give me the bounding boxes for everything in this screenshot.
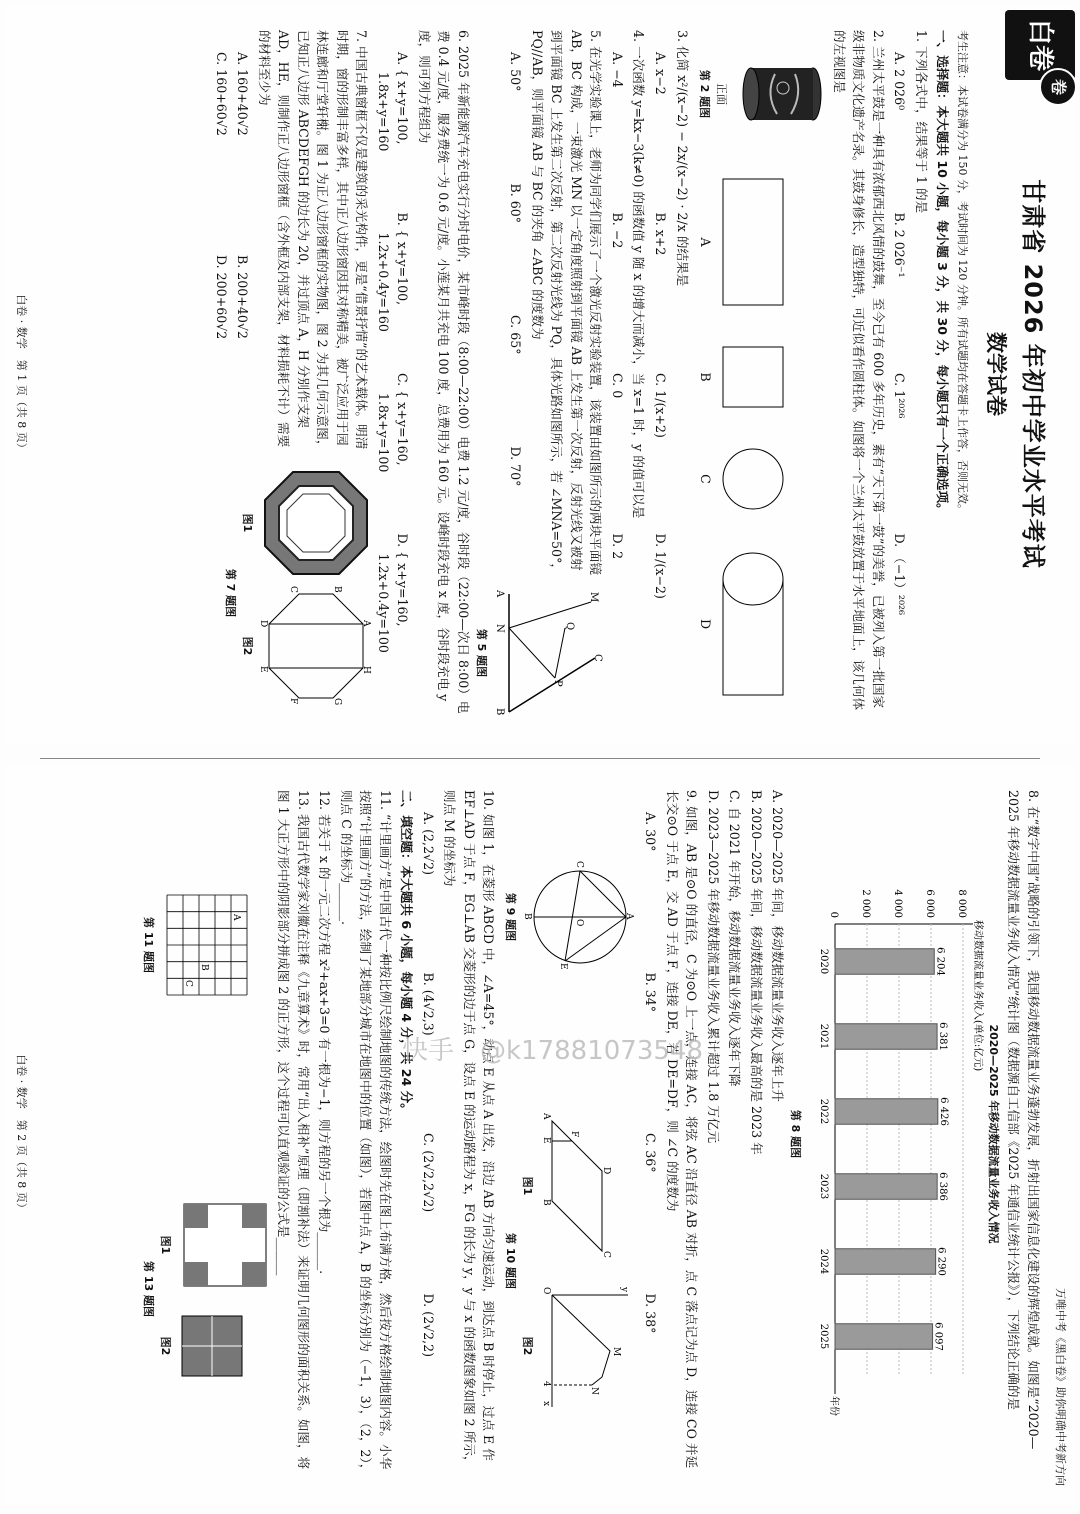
exam-page-2 <box>5 764 1075 1504</box>
option: C. 1²⁰²⁶ <box>892 373 908 419</box>
svg-text:Q: Q <box>564 622 576 631</box>
page-1-footer: 白卷 · 数学 第 1 页（共 8 页） <box>15 294 29 454</box>
svg-text:O: O <box>540 1287 551 1295</box>
brand-logo <box>1005 10 1075 95</box>
question-10-caption: 第 10 题图 <box>504 1233 518 1289</box>
svg-text:G: G <box>332 698 343 706</box>
option: D. 38° <box>643 1293 659 1334</box>
option: D. （−1）²⁰²⁶ <box>892 533 908 616</box>
figure-1-label: 图1 <box>240 513 254 533</box>
bar <box>835 1249 936 1275</box>
question-1-options <box>888 30 910 718</box>
brand-badge: 卷 <box>1039 68 1077 106</box>
question-10-figures <box>502 1111 632 1411</box>
question-3: 3. 化简 x²/(x−2) − 2x/(x−2) · 2/x 的结果是 <box>674 30 690 287</box>
option: D. 1/(x−2) <box>653 533 668 599</box>
option: B. 34° <box>643 972 659 1013</box>
svg-text:B: B <box>199 964 210 971</box>
svg-text:B: B <box>494 708 506 716</box>
octagon-window-photo <box>261 468 371 578</box>
y-tick-label: 6 000 <box>923 889 935 918</box>
option: D. 70° <box>508 446 524 487</box>
x-tick-label: 2023 <box>817 1173 829 1200</box>
bar-value-label: 6 097 <box>932 1322 944 1351</box>
rectangle-wide-shape <box>721 177 785 307</box>
question-4-options <box>605 30 627 718</box>
svg-text:N: N <box>588 1387 599 1395</box>
question-11-figure <box>140 890 253 1000</box>
question-7-block <box>209 30 371 718</box>
question-13: 13. 我国古代数学家刘徽在注释《九章算术》时，常用“出入相补”原理（即割补法）来证明几何图形的面积关系。如图，将图 1 大正方形中的阴影部分拼成图 2 的正方形，这个过程可以直观验证的公式是______ <box>276 790 311 1470</box>
option: C. 65° <box>508 315 524 355</box>
option: C. 160+60√2 <box>213 52 229 136</box>
octagon-diagram <box>258 586 372 706</box>
option: A. 30° <box>643 812 659 852</box>
question-7-caption: 第 7 题图 <box>223 568 237 618</box>
question-8-option-a: A. 2020—2025 年间，移动数据流量业务收入逐年上升 <box>770 790 786 1102</box>
x-tick-label: 2025 <box>817 1323 829 1350</box>
chart-title: 2020—2025 年移动数据流量业务收入情况 <box>986 1024 1000 1244</box>
question-8-option-b: B. 2020—2025 年间，移动数据流量业务收入最高的是 2023 年 <box>748 790 764 1155</box>
svg-text:C: C <box>288 586 299 593</box>
question-5-figure <box>473 588 606 718</box>
bar <box>835 949 934 975</box>
question-5-options <box>504 30 526 578</box>
circle-diagram <box>521 857 635 977</box>
y-tick-label: 2 000 <box>859 889 871 918</box>
svg-text:C: C <box>183 980 194 987</box>
svg-text:C: C <box>573 861 584 868</box>
function-graph <box>542 1281 632 1411</box>
question-11-caption: 第 11 题图 <box>141 917 155 973</box>
composed-square <box>180 1314 244 1378</box>
cylinder-side-shape <box>721 549 785 699</box>
question-3-options <box>648 30 670 718</box>
questions-9-10-figures <box>502 790 635 1478</box>
option: B. 2 026⁻¹ <box>892 212 908 278</box>
circle-shape <box>721 447 785 511</box>
y-axis-label: 移动数据流量业务收入(单位:亿元) <box>971 920 983 1072</box>
option: D. 2 <box>609 533 625 560</box>
option: D. (2√2,2) <box>420 1293 436 1358</box>
view-option-b <box>696 345 785 409</box>
option: B. 60° <box>508 183 524 224</box>
page-title: 甘肃省 2026 年初中学业水平考试 <box>1019 179 1047 569</box>
option: A. −4 <box>609 52 625 88</box>
question-8-option-d: D. 2023—2025 年移动数据流量业务收入累计超过 1.8 万亿元 <box>705 790 721 1144</box>
bar-value-label: 6 381 <box>937 1022 949 1051</box>
page-2-footer: 白卷 · 数学 第 2 页（共 8 页） <box>15 1054 29 1214</box>
svg-text:B: B <box>332 586 343 593</box>
svg-text:B: B <box>521 913 532 920</box>
questions-11-13-figures <box>140 790 270 1478</box>
svg-text:M: M <box>588 592 600 603</box>
question-6: 6. 2025 年新能源汽车充电实行分时电价，某市峰时段（8:00—22:00）电费 1.2 元/度，谷时段（22:00—次日 8:00）电费 0.4 元/度，服务费统一为 0.6 元/度。小莲某月共充电 100 度，总费用为 160 元。设峰时段充电 x 度，谷时段充电 y 度，则可列方程组为 <box>416 30 471 714</box>
bar-value-label: 6 290 <box>935 1247 947 1276</box>
figure-2-label: 图2 <box>521 1336 535 1356</box>
svg-text:N: N <box>494 624 506 633</box>
svg-text:B: B <box>540 1199 551 1206</box>
option: C. (2√2,2√2) <box>420 1133 436 1213</box>
section-1-heading: 一、选择题：本大题共 10 小题，每小题 3 分，共 30 分，每小题只有一个正确选项。 <box>935 30 951 516</box>
question-8-option-c: C. 自 2021 年开始，移动数据流量业务收入逐年下降 <box>727 790 743 1087</box>
question-5-block <box>473 30 606 718</box>
svg-text:C: C <box>592 654 604 662</box>
svg-text:D: D <box>600 1167 611 1175</box>
question-8: 8. 在“数字中国”战略的引领下，我国移动数据流量业务蓬勃发展，折射出国家信息化建设的辉煌成就。如图是“2020—2025 年移动数据流量业务收入情况”统计图（数据源自工信部《2025 年通信业统计公报》），下列结论正确的是 <box>1006 790 1041 1450</box>
y-tick-label: 4 000 <box>891 889 903 918</box>
bar <box>835 1099 938 1125</box>
view-option-c <box>696 447 785 511</box>
option: C. 1/(x+2) <box>653 373 668 438</box>
x-tick-label: 2021 <box>817 1023 829 1050</box>
svg-text:O: O <box>573 919 584 927</box>
question-13-figures <box>140 1200 270 1378</box>
svg-text:F: F <box>568 1131 579 1138</box>
svg-text:C: C <box>600 1251 611 1258</box>
question-5: 5. 在光学实验课上，老师为同学们展示了一个激光反射实验装置，该装置由如图所示的两块平面镜 AB，BC 构成，一束激光 MN 以一定角度照射到平面镜 AB 上发生第一次反射，反射光线又被射到平面镜 BC 上发生第二次反射，第二次反射光线为 PQ，具体光路如图所示，若 ∠MNA=50°，PQ//AB，则平面镜 AB 与 BC 的夹角 ∠ABC 的度数为 <box>529 30 604 576</box>
question-7: 7. 中国古典窗框不仅是建筑的采光构件，更是“借景抒情”的艺术载体。明清时期，窗的形制丰富多样，其中正八边形窗因其对称精美，被广泛应用于园林连廊和厅堂轩榭。图 1 为正八边形窗框的实物图，图 2 为其几何示意图，已知正八边形 ABCDEFGH 的边长为 20，并过顶点 A，H 分别作支架 AD，HE，则制作正八边形窗框（含外框及内部支架，材料损耗不计）需要的材料至少为 <box>256 30 370 453</box>
view-option-a <box>696 177 785 307</box>
question-7-options <box>231 30 253 458</box>
question-10: 10. 如图 1，在菱形 ABCD 中，∠A=45°，动点 E 从点 A 出发，沿边 AB 方向匀速运动，到达点 B 时停止，过点 E 作 EF⊥AD 于点 F，EG⊥AB 交菱形的边于点 G，设点 E 的运动路程为 x，FG 的长为 y，y 与 x 的函数图象如图 2 所示，则点 M 的坐标为 <box>442 790 497 1469</box>
bar-value-label: 6 386 <box>937 1172 949 1201</box>
question-7-options-row-2 <box>209 30 231 458</box>
option: A. (2,2√2) <box>420 812 436 875</box>
view-label: D <box>698 618 714 630</box>
option-equation-system: A. { x+y=100, 1.8x+y=160 <box>375 52 411 152</box>
exam-notice: 考生注意：本试卷满分为 150 分，考试时间为 120 分钟。所有试题均在答题卡上作答，否则无效。 <box>956 30 970 515</box>
square-with-cutouts <box>180 1200 270 1290</box>
view-label: C <box>698 474 714 484</box>
rhombus-diagram <box>542 1111 622 1261</box>
figure-1-label: 图1 <box>521 1176 535 1196</box>
option: D. 200+60√2 <box>213 255 229 340</box>
bar <box>835 1174 937 1200</box>
option: A. 2 026⁰ <box>892 52 908 111</box>
x-tick-label: 2020 <box>817 948 829 975</box>
figure-1-label: 图1 <box>159 1235 172 1255</box>
square-shape <box>721 345 785 409</box>
bar <box>835 1024 937 1050</box>
figure-2-label: 图2 <box>240 636 254 656</box>
x-tick-label: 2022 <box>817 1098 829 1125</box>
question-4: 4. 一次函数 y=kx−3(k≠0) 的函数值 y 随 x 的增大而减小，当 x=1 时，y 的值可以是 <box>631 30 647 519</box>
question-2: 2. 兰州太平鼓是一种具有浓郁西北风情的鼓舞，至今已有 600 多年历史，素有“天下第一鼓”的美誉，已被列入第一批国家级非物质文化遗产名录。其鼓身修长，造型独特，可近似看作圆柱体。如图将一个兰州太平鼓放置于水平地面上，该几何体的左视图是 <box>831 30 886 711</box>
svg-text:y: y <box>618 1287 629 1293</box>
page-subtitle: 数学试卷 <box>983 332 1008 416</box>
svg-text:M: M <box>610 1347 621 1357</box>
front-label: 正面 <box>714 83 728 105</box>
grid-map <box>162 890 252 1000</box>
x-tick-label: 2024 <box>817 1248 829 1275</box>
drum-icon <box>735 54 825 134</box>
question-8-caption: 第 8 题图 <box>789 1109 803 1159</box>
svg-text:A: A <box>361 620 372 627</box>
option-equation-system: C. { x+y=160, 1.8x+y=100 <box>375 373 411 473</box>
option: A. 160+40√2 <box>235 52 251 136</box>
svg-text:F: F <box>288 698 299 705</box>
svg-text:A: A <box>494 590 506 598</box>
svg-text:E: E <box>258 666 269 673</box>
svg-text:4: 4 <box>540 1381 551 1387</box>
svg-text:P: P <box>552 680 564 687</box>
bar-value-label: 6 426 <box>937 1097 949 1126</box>
question-9-caption: 第 9 题图 <box>504 892 518 942</box>
brand-tagline: 万唯中考《黑白卷》助你明确中考新方向 <box>1054 1288 1067 1486</box>
option-equation-system: D. { x+y=160, 1.2x+0.4y=100 <box>375 533 411 653</box>
svg-text:E: E <box>557 963 568 970</box>
y-tick-label: 0 <box>827 911 839 918</box>
y-tick-label: 8 000 <box>955 889 967 918</box>
view-option-d <box>696 549 785 699</box>
option: B. −2 <box>609 212 625 249</box>
mirror-diagram <box>495 588 605 718</box>
option: C. 0 <box>609 373 625 399</box>
svg-text:x: x <box>540 1401 551 1407</box>
svg-text:A: A <box>540 1113 551 1120</box>
question-9-figure <box>502 857 635 977</box>
bar-value-label: 6 204 <box>934 947 946 976</box>
svg-text:A: A <box>623 913 634 920</box>
exam-page-1 <box>5 4 1075 744</box>
question-2-figure <box>696 30 826 718</box>
drum-figure <box>696 49 826 139</box>
question-9-options <box>639 790 661 1478</box>
watermark: 快手 @k17881073548 <box>402 1036 704 1066</box>
question-2-caption: 第 2 题图 <box>697 69 711 119</box>
svg-text:D: D <box>258 620 269 628</box>
option: B. (4√2,3) <box>420 972 436 1036</box>
question-5-caption: 第 5 题图 <box>474 628 488 678</box>
question-1: 1. 下列各式中，结果等于 1 的是 <box>913 30 929 214</box>
question-12: 12. 若关于 x 的一元二次方程 x²+ax+3=0 有一根为−1，则方程的另一个根为______. <box>317 790 333 1275</box>
section-2-heading: 二、填空题：本大题共 6 小题，每小题 4 分，共 24 分。 <box>399 790 415 1116</box>
svg-text:E: E <box>540 1137 551 1144</box>
x-axis-label: 年份 <box>827 1396 839 1416</box>
figure-2-label: 图2 <box>159 1336 172 1356</box>
question-8-figure <box>787 790 1002 1478</box>
option: A. 50° <box>508 52 524 92</box>
option-equation-system: B. { x+y=100, 1.2x+0.4y=160 <box>375 212 411 332</box>
revenue-bar-chart <box>810 854 985 1414</box>
view-label: B <box>698 372 714 382</box>
svg-text:A: A <box>231 914 242 921</box>
question-11: 11. “计里画方”是中国古代一种按比例尺绘制地图的传统方法，绘图时先在图上布满方格，然后按方格绘制地图内容。小华按照“计里画方”的方法，绘制了某地部分城市在地图中的位置（如图），若图中点 A，B 的坐标分别为（−1，3），（2，2），则点 C 的坐标为______. <box>338 790 393 1477</box>
option: B. 200+40√2 <box>235 255 251 339</box>
question-7-figure <box>209 468 371 718</box>
bar <box>835 1324 933 1350</box>
question-10-options <box>416 790 438 1478</box>
question-13-caption: 第 13 题图 <box>141 1261 155 1317</box>
view-label: A <box>698 237 714 247</box>
svg-text:H: H <box>361 666 372 674</box>
page-divider <box>40 758 1040 759</box>
option: B. x+2 <box>653 212 668 256</box>
option: C. 36° <box>643 1133 659 1173</box>
question-6-options <box>371 30 412 718</box>
brand-text: 白卷 <box>1025 18 1056 71</box>
option: A. x−2 <box>653 52 668 95</box>
question-9: 9. 如图，AB 是⊙O 的直径，C 为⊙O 上一点，连接 AC，将弦 AC 沿直径 AB 对折，点 C 落点记为点 D，连接 CO 并延长交⊙O 于点 E，交 AD 于点 F，连接 DE，若 DE=DF，则 ∠C 的度数为 <box>664 790 700 1469</box>
